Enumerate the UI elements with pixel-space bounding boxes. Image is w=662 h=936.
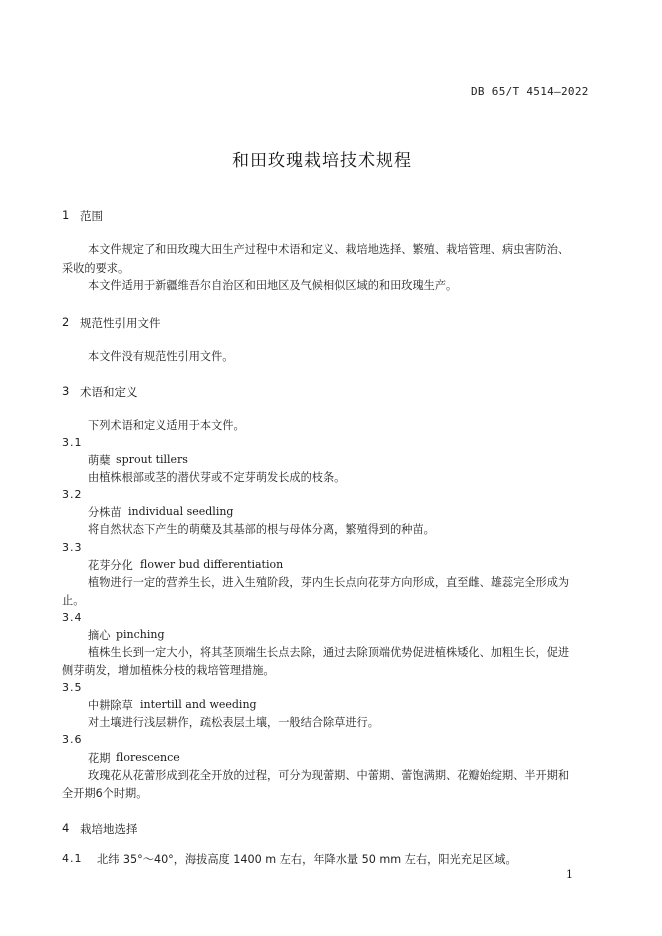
term-3-1-number: 3.1	[62, 436, 83, 449]
term-3-1-english: sprout tillers	[116, 453, 188, 466]
term-3-2-number: 3.2	[62, 488, 83, 501]
clause-4-1-text: 北纬 35°～40°，海拔高度 1400 m 左右，年降水量 50 mm 左右，阳光充足区域。	[97, 853, 517, 866]
term-3-5-number: 3.5	[62, 681, 83, 694]
section-3-title: 术语和定义	[80, 385, 138, 399]
term-3-2-english: individual seedling	[128, 505, 234, 518]
term-3-3-english: flower bud differentiation	[140, 558, 284, 571]
section-1-title: 范围	[80, 209, 103, 223]
section-3-number: 3	[62, 384, 70, 398]
term-3-1-chinese: 萌蘖	[88, 454, 111, 467]
section-1-number: 1	[62, 208, 70, 222]
document-title: 和田玫瑰栽培技术规程	[232, 151, 412, 171]
section-1-paragraph-1-cont: 采收的要求。	[62, 262, 130, 275]
term-3-5-chinese: 中耕除草	[88, 699, 133, 712]
term-3-2-chinese: 分株苗	[88, 506, 122, 519]
term-3-6-chinese: 花期	[88, 752, 111, 765]
section-1-paragraph-2: 本文件适用于新疆维吾尔自治区和田地区及气候相似区域的和田玫瑰生产。	[88, 279, 458, 292]
term-3-2-definition: 将自然状态下产生的萌蘖及其基部的根与母体分离，繁殖得到的种苗。	[88, 523, 435, 536]
section-4-number: 4	[62, 821, 70, 835]
section-3-intro: 下列术语和定义适用于本文件。	[88, 419, 245, 432]
section-4-title: 栽培地选择	[80, 822, 138, 836]
clause-4-1-number: 4.1	[62, 852, 83, 865]
term-3-1-definition: 由植株根部或茎的潜伏芽或不定芽萌发长成的枝条。	[88, 471, 346, 484]
term-3-3-chinese: 花芽分化	[88, 559, 133, 572]
term-3-3-definition: 植物进行一定的营养生长，进入生殖阶段，芽内生长点向花芽方向形成，直至雌、雄蕊完全形成为	[88, 576, 570, 589]
term-3-5-english: intertill and weeding	[140, 698, 257, 711]
term-3-6-english: florescence	[116, 751, 180, 764]
term-3-6-number: 3.6	[62, 733, 83, 746]
term-3-4-english: pinching	[116, 628, 165, 641]
section-2-title: 规范性引用文件	[80, 316, 161, 330]
term-3-5-definition: 对土壤进行浅层耕作，疏松表层土壤，一般结合除草进行。	[88, 716, 379, 729]
term-3-4-definition: 植株生长到一定大小，将其茎顶端生长点去除，通过去除顶端优势促进植株矮化、加粗生长，促进	[88, 646, 570, 659]
section-2-paragraph: 本文件没有规范性引用文件。	[88, 350, 234, 363]
standard-number: DB 65/T 4514—2022	[471, 85, 589, 98]
term-3-6-definition: 玫瑰花从花蕾形成到花全开放的过程，可分为现蕾期、中蕾期、蕾饱满期、花瓣始绽期、半开期和	[88, 769, 570, 782]
term-3-3-definition-cont: 止。	[62, 594, 85, 607]
term-3-3-number: 3.3	[62, 541, 83, 554]
term-3-4-number: 3.4	[62, 611, 83, 624]
term-3-6-definition-cont: 全开期6个时期。	[62, 787, 148, 800]
term-3-4-definition-cont: 侧芽萌发，增加植株分枝的栽培管理措施。	[62, 664, 275, 677]
term-3-4-chinese: 摘心	[88, 629, 111, 642]
section-2-number: 2	[62, 315, 70, 329]
section-1-paragraph-1: 本文件规定了和田玫瑰大田生产过程中术语和定义、栽培地选择、繁殖、栽培管理、病虫害防治、	[88, 243, 570, 256]
page-number: 1	[566, 868, 573, 881]
